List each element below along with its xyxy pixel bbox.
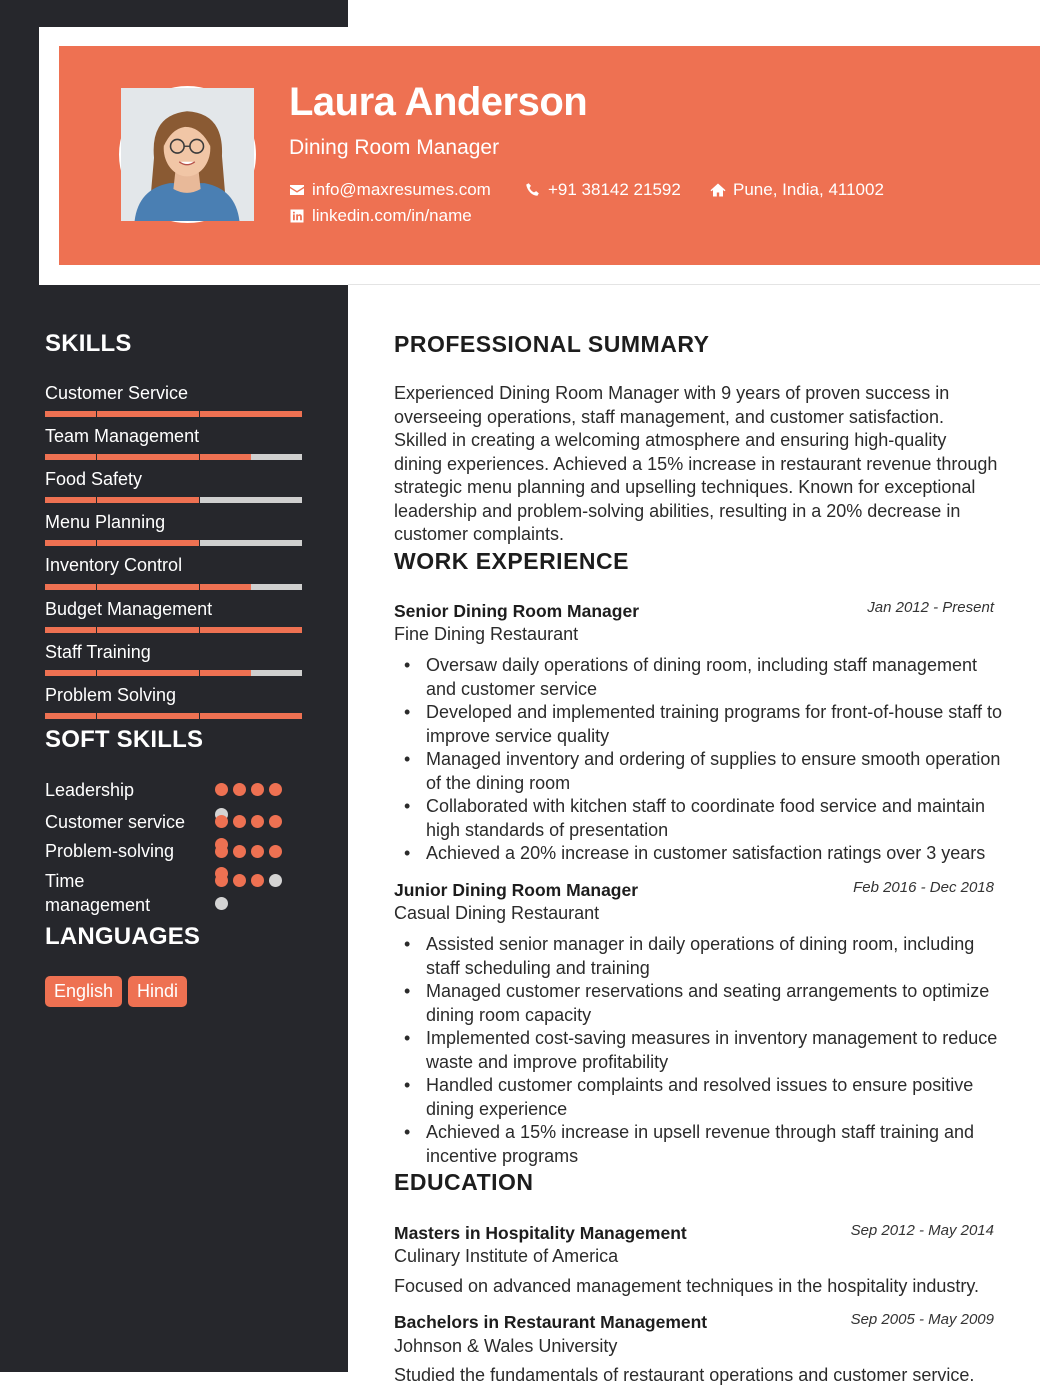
skill-name: Budget Management (45, 599, 213, 619)
education-heading: EDUCATION (394, 1169, 534, 1195)
skill-bar (45, 540, 303, 546)
rating-dot (215, 783, 228, 796)
job-bullet: • Achieved a 15% increase in upsell revenue through staff training and incentive programs (426, 1121, 1006, 1168)
skill-bar-segment (45, 454, 96, 460)
rating-dot (233, 783, 246, 796)
skill-bar-segment (251, 540, 302, 546)
language-tag: Hindi (128, 976, 187, 1007)
job-bullet: • Achieved a 20% increase in customer satisfaction ratings over 3 years (426, 842, 1006, 866)
degree-dates: Sep 2012 - May 2014 (850, 1222, 994, 1239)
job-bullet: • Handled customer complaints and resolved issues to ensure positive dining experience (426, 1074, 1006, 1121)
skill-bar (45, 411, 303, 417)
degree-title: Masters in Hospitality Management (394, 1223, 687, 1243)
job-bullets (426, 933, 1006, 1168)
header-divider (348, 284, 1040, 285)
skill-bar-segment (148, 411, 199, 417)
rating-dot (215, 815, 228, 828)
skill-name: Staff Training (45, 642, 151, 662)
contact-location (710, 180, 884, 200)
job-bullet: • Implemented cost-saving measures in inventory management to reduce waste and improve profitability (426, 1027, 1006, 1074)
rating-dot (215, 874, 228, 887)
contact-phone[interactable] (525, 180, 681, 200)
experience-heading: WORK EXPERIENCE (394, 548, 629, 574)
skill-bar-segment (97, 497, 148, 503)
skill-bar-segment (200, 627, 251, 633)
rating-dot (251, 845, 264, 858)
skill-bar-segment (45, 627, 96, 633)
job-company: Fine Dining Restaurant (394, 624, 579, 644)
contact-email[interactable] (289, 180, 491, 200)
skill-bar-segment (251, 713, 302, 719)
job-bullet: • Managed inventory and ordering of supplies to ensure smooth operation of the dining room (426, 748, 1006, 795)
skill-bar-segment (45, 670, 96, 676)
skill-bar-segment (148, 627, 199, 633)
skill-bar-segment (97, 627, 148, 633)
skill-bar-segment (45, 584, 96, 590)
skill-bar (45, 670, 303, 676)
skill-bar-segment (200, 540, 251, 546)
language-tag: English (45, 976, 122, 1007)
skill-bar-segment (251, 411, 302, 417)
skill-bar-segment (97, 540, 148, 546)
skill-name: Inventory Control (45, 555, 183, 575)
skill-bar-segment (200, 497, 251, 503)
skill-bar-segment (97, 713, 148, 719)
phone-icon (525, 182, 541, 198)
linkedin-icon (289, 208, 305, 224)
soft-skill-name: Leadership (45, 780, 135, 800)
contact-email-text: info@maxresumes.com (312, 180, 491, 199)
home-icon (710, 182, 726, 198)
rating-dot (215, 897, 228, 910)
skill-name: Team Management (45, 426, 200, 446)
job-bullet: • Managed customer reservations and seating arrangements to optimize dining room capacity (426, 980, 1006, 1027)
job-bullet: • Assisted senior manager in daily operations of dining room, including staff scheduling and training (426, 933, 1006, 980)
skill-bar-segment (148, 497, 199, 503)
rating-dot (215, 845, 228, 858)
rating-dot (233, 815, 246, 828)
contact-phone-text: +91 38142 21592 (548, 180, 681, 199)
soft-skill-name: Time management (45, 871, 151, 915)
skill-name: Customer Service (45, 383, 189, 403)
skill-bar-segment (97, 584, 148, 590)
skill-bar (45, 627, 303, 633)
skill-bar (45, 584, 303, 590)
skill-bar-segment (251, 584, 302, 590)
skill-name: Menu Planning (45, 512, 166, 532)
soft-skills-heading: SOFT SKILLS (45, 726, 204, 753)
rating-dot (251, 815, 264, 828)
skill-bar-segment (148, 670, 199, 676)
skill-name: Problem Solving (45, 685, 177, 705)
candidate-title: Dining Room Manager (289, 136, 500, 159)
skill-bar-segment (251, 627, 302, 633)
skill-bar (45, 454, 303, 460)
rating-dot (251, 783, 264, 796)
skill-bar-segment (148, 454, 199, 460)
rating-dot (269, 845, 282, 858)
skill-bar-segment (45, 540, 96, 546)
soft-skill-name: Customer service (45, 812, 186, 832)
contact-linkedin[interactable] (289, 206, 472, 226)
skill-bar-segment (200, 713, 251, 719)
skill-bar-segment (45, 411, 96, 417)
avatar (119, 86, 256, 223)
skill-bar-segment (148, 713, 199, 719)
soft-skill-name: Problem-solving (45, 841, 175, 861)
skill-bar-segment (97, 454, 148, 460)
job-dates: Feb 2016 - Dec 2018 (853, 879, 994, 896)
job-role: Senior Dining Room Manager (394, 601, 640, 621)
skills-heading: SKILLS (45, 330, 132, 357)
job-dates: Jan 2012 - Present (867, 599, 994, 616)
job-bullet: • Developed and implemented training programs for front-of-house staff to improve service quality (426, 701, 1006, 748)
rating-dot (233, 845, 246, 858)
skill-bar-segment (200, 584, 251, 590)
degree-dates: Sep 2005 - May 2009 (850, 1311, 994, 1328)
skill-bar-segment (97, 411, 148, 417)
job-role: Junior Dining Room Manager (394, 880, 639, 900)
job-company: Casual Dining Restaurant (394, 903, 600, 923)
skill-name: Food Safety (45, 469, 143, 489)
skill-bar-segment (97, 670, 148, 676)
rating-dot (269, 783, 282, 796)
languages-heading: LANGUAGES (45, 923, 201, 950)
skill-bar-segment (200, 670, 251, 676)
rating-dot (251, 874, 264, 887)
school-name: Culinary Institute of America (394, 1246, 619, 1266)
skill-bar-segment (200, 411, 251, 417)
contact-location-text: Pune, India, 411002 (733, 180, 884, 199)
job-bullet: • Collaborated with kitchen staff to coordinate food service and maintain high standards of presentation (426, 795, 1006, 842)
rating-dot (269, 874, 282, 887)
avatar-portrait-image (121, 88, 254, 221)
skill-bar-segment (45, 713, 96, 719)
skill-bar-segment (148, 584, 199, 590)
school-name: Johnson & Wales University (394, 1336, 618, 1356)
skill-bar-segment (251, 670, 302, 676)
skill-bar-segment (251, 497, 302, 503)
skill-bar-segment (251, 454, 302, 460)
envelope-icon (289, 182, 305, 198)
candidate-name: Laura Anderson (289, 80, 588, 124)
skill-bar (45, 497, 303, 503)
rating-dot (233, 874, 246, 887)
summary-text: Experienced Dining Room Manager with 9 years of proven success in overseeing operations, staff management, and customer satisfaction. Skilled in creating a welcoming atmosphere and ensuring high-quality dining experiences. Achieved a 15% increase in restaurant revenue through strategic menu planning and upselling techniques. Known for exceptional leadership and problem-solving abilities, resulting in a 20% decrease in customer complaints. (394, 383, 998, 544)
job-bullet: • Oversaw daily operations of dining room, including staff management and customer service (426, 654, 1006, 701)
degree-title: Bachelors in Restaurant Management (394, 1312, 708, 1332)
degree-description: Studied the fundamentals of restaurant operations and customer service. (394, 1365, 975, 1385)
skill-bar-segment (148, 540, 199, 546)
summary-heading: PROFESSIONAL SUMMARY (394, 331, 710, 357)
degree-description: Focused on advanced management techniques in the hospitality industry. (394, 1276, 980, 1296)
skill-bar-segment (45, 497, 96, 503)
job-bullets (426, 654, 1006, 866)
skill-bar-segment (200, 454, 251, 460)
rating-dot (269, 815, 282, 828)
skill-bar (45, 713, 303, 719)
contact-linkedin-text: linkedin.com/in/name (312, 206, 472, 225)
